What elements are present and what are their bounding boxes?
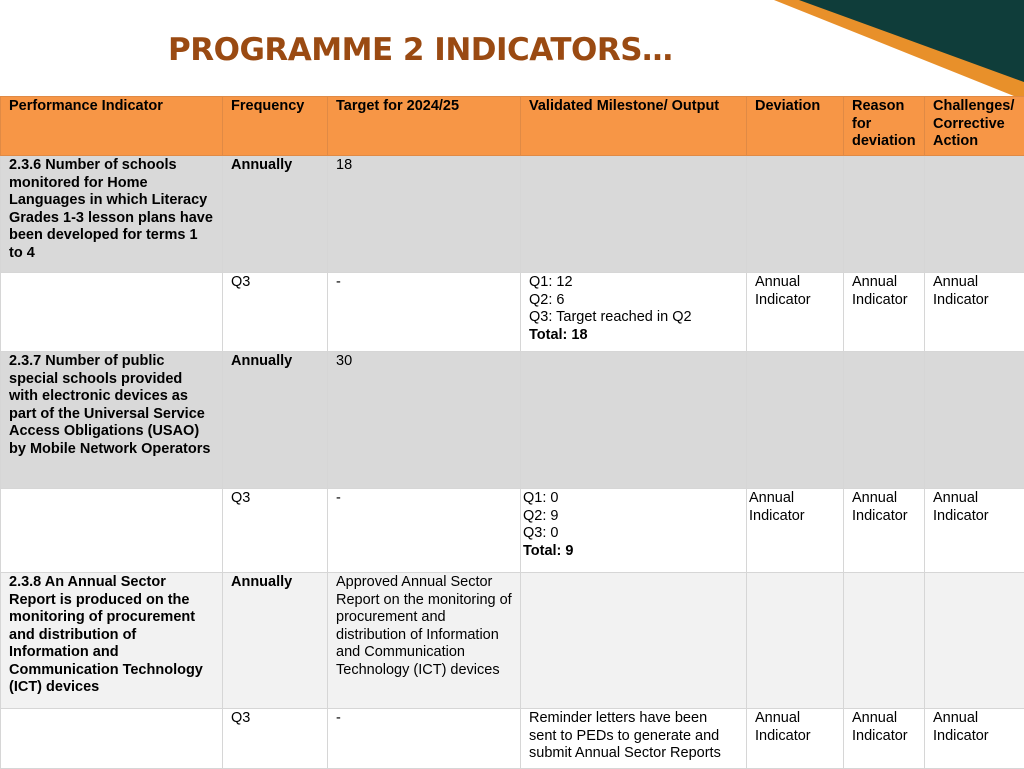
page-title: PROGRAMME 2 INDICATORS… bbox=[168, 32, 673, 68]
target-cell: - bbox=[328, 709, 521, 769]
milestone-cell bbox=[521, 489, 747, 573]
frequency-cell: Annually bbox=[223, 156, 328, 273]
milestone-cell bbox=[521, 273, 747, 352]
frequency-cell: Q3 bbox=[223, 709, 328, 769]
deviation-cell bbox=[747, 156, 844, 273]
milestone-total: Total: 18 bbox=[529, 327, 738, 345]
table-row bbox=[1, 489, 1024, 573]
challenges-cell bbox=[925, 156, 1024, 273]
reason-cell bbox=[844, 573, 925, 709]
deviation-cell: Annual Indicator bbox=[747, 709, 844, 769]
challenges-cell bbox=[925, 573, 1024, 709]
indicator-cell bbox=[1, 709, 223, 769]
header-reason-for-deviation: Reason for deviation bbox=[844, 97, 925, 156]
table-row bbox=[1, 156, 1024, 273]
target-cell: Approved Annual Sector Report on the monitoring of procurement and distribution of Information and Communication Technology (ICT) devices bbox=[328, 573, 521, 709]
header-performance-indicator: Performance Indicator bbox=[1, 97, 223, 156]
table-header-row bbox=[1, 97, 1024, 156]
target-cell: - bbox=[328, 273, 521, 352]
frequency-cell: Annually bbox=[223, 573, 328, 709]
frequency-cell: Q3 bbox=[223, 273, 328, 352]
header-target: Target for 2024/25 bbox=[328, 97, 521, 156]
indicators-table bbox=[0, 96, 1024, 769]
indicator-cell bbox=[1, 273, 223, 352]
milestone-line: Q3: 0 bbox=[523, 525, 738, 543]
reason-cell: Annual Indicator bbox=[844, 489, 925, 573]
corner-swoosh-decoration bbox=[744, 0, 1024, 100]
milestone-line: Reminder letters have been sent to PEDs to generate and submit Annual Sector Reports bbox=[529, 710, 738, 763]
header-validated-milestone: Validated Milestone/ Output bbox=[521, 97, 747, 156]
challenges-cell bbox=[925, 352, 1024, 489]
table-row bbox=[1, 573, 1024, 709]
milestone-cell bbox=[521, 573, 747, 709]
frequency-cell: Q3 bbox=[223, 489, 328, 573]
header-deviation: Deviation bbox=[747, 97, 844, 156]
indicator-cell: 2.3.8 An Annual Sector Report is produced on the monitoring of procurement and distribution of Information and Communication Technology (ICT) devices bbox=[1, 573, 223, 709]
reason-cell: Annual Indicator bbox=[844, 709, 925, 769]
milestone-line: Q2: 9 bbox=[523, 508, 738, 526]
deviation-cell: Annual Indicator bbox=[747, 489, 844, 573]
challenges-cell: Annual Indicator bbox=[925, 273, 1024, 352]
milestone-line: Q1: 0 bbox=[523, 490, 738, 508]
target-cell: 30 bbox=[328, 352, 521, 489]
table-row bbox=[1, 273, 1024, 352]
reason-cell bbox=[844, 156, 925, 273]
table-row bbox=[1, 352, 1024, 489]
milestone-cell bbox=[521, 709, 747, 769]
indicator-cell: 2.3.7 Number of public special schools provided with electronic devices as part of the Universal Service Access Obligations (USAO) by Mobile Network Operators bbox=[1, 352, 223, 489]
challenges-cell: Annual Indicator bbox=[925, 489, 1024, 573]
table-row bbox=[1, 709, 1024, 769]
milestone-line: Q1: 12 bbox=[529, 274, 738, 292]
milestone-cell bbox=[521, 156, 747, 273]
indicator-cell bbox=[1, 489, 223, 573]
target-cell: 18 bbox=[328, 156, 521, 273]
deviation-cell bbox=[747, 352, 844, 489]
challenges-cell: Annual Indicator bbox=[925, 709, 1024, 769]
deviation-cell: Annual Indicator bbox=[747, 273, 844, 352]
reason-cell: Annual Indicator bbox=[844, 273, 925, 352]
header-frequency: Frequency bbox=[223, 97, 328, 156]
reason-cell bbox=[844, 352, 925, 489]
deviation-cell bbox=[747, 573, 844, 709]
target-cell: - bbox=[328, 489, 521, 573]
milestone-total: Total: 9 bbox=[523, 543, 738, 561]
indicator-cell: 2.3.6 Number of schools monitored for Home Languages in which Literacy Grades 1-3 lesson plans have been developed for terms 1 to 4 bbox=[1, 156, 223, 273]
milestone-line: Q3: Target reached in Q2 bbox=[529, 309, 738, 327]
milestone-line: Q2: 6 bbox=[529, 292, 738, 310]
header-challenges: Challenges/ Corrective Action bbox=[925, 97, 1024, 156]
frequency-cell: Annually bbox=[223, 352, 328, 489]
milestone-cell bbox=[521, 352, 747, 489]
